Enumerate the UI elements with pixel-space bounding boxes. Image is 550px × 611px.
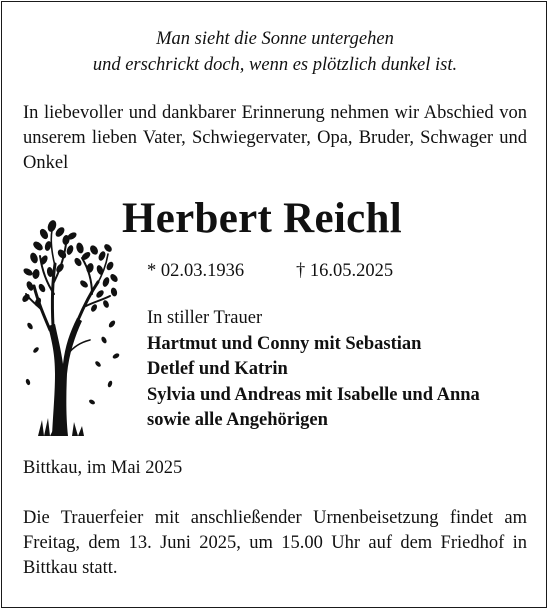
mourners-block bbox=[147, 306, 537, 434]
place-and-date: Bittkau, im Mai 2025 bbox=[23, 458, 183, 478]
motto-line-2: und erschrickt doch, wenn es plötzlich dunkel ist. bbox=[92, 55, 458, 75]
deceased-name: Herbert Reichl bbox=[122, 195, 403, 242]
mourner-line: Hartmut und Conny mit Sebastian bbox=[147, 333, 422, 354]
motto-verse bbox=[0, 26, 550, 78]
mourner-line: sowie alle Angehörigen bbox=[147, 410, 328, 430]
motto-line-1: Man sieht die Sonne untergehen bbox=[156, 29, 394, 49]
mourners-heading: In stiller Trauer bbox=[147, 308, 263, 328]
mourner-line: Detlef und Katrin bbox=[147, 359, 288, 379]
mourner-line: Sylvia und Andreas mit Isabelle und Anna bbox=[147, 384, 480, 405]
intro-text: In liebevoller und dankbarer Erinnerung nehmen wir Abschied von unserem lieben Vater, Schwiegervater, Opa, Bruder, Schwager und Onkel bbox=[23, 103, 527, 173]
death-date: † 16.05.2025 bbox=[296, 261, 394, 281]
funeral-notice: Die Trauerfeier mit anschließender Urnenbeisetzung findet am Freitag, dem 13. Juni 2025, um 15.00 Uhr auf dem Friedhof in Bittkau statt. bbox=[23, 508, 527, 578]
tree-with-falling-leaves-icon bbox=[22, 214, 122, 440]
birth-date: * 02.03.1936 bbox=[147, 261, 245, 281]
